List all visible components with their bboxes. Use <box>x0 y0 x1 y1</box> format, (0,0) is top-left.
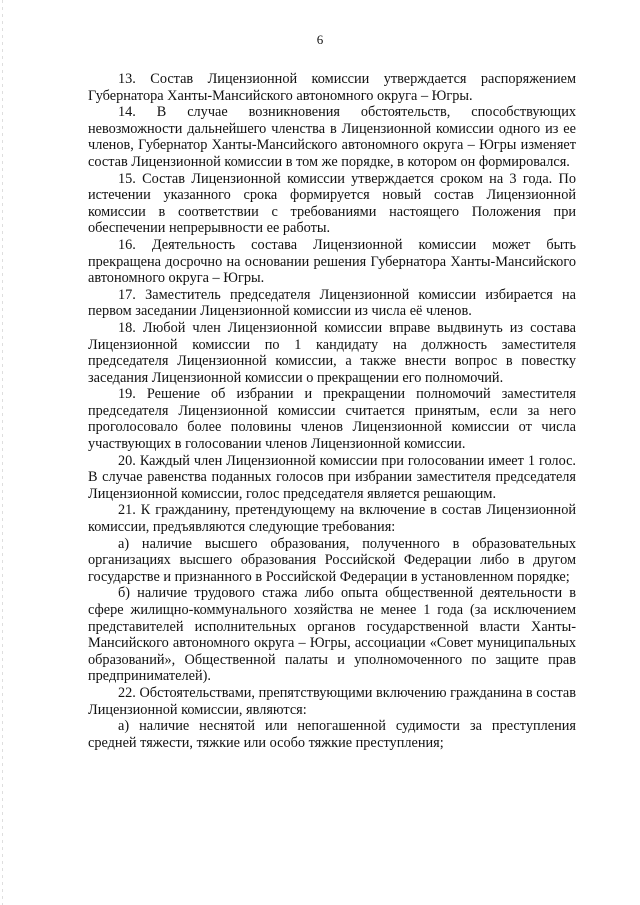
paragraph-21-b: б) наличие трудового стажа либо опыта общественной деятельности в сфере жилищно-коммунального хозяйства не менее 1 года (за исключением представителей исполнительных органов государственной власти Ханты-Мансийского автономного округа – Югры, ассоциации «Совет муниципальных образований», Общественной палаты и уполномоченного по защите прав предпринимателей). <box>88 585 576 685</box>
paragraph-19: 19. Решение об избрании и прекращении полномочий заместителя председателя Лицензионной комиссии считается принятым, если за него проголосовало более половины членов Лицензионной комиссии от числа участвующих в голосовании членов Лицензионной комиссии. <box>88 386 576 453</box>
paragraph-15: 15. Состав Лицензионной комиссии утверждается сроком на 3 года. По истечении указанного срока формируется новый состав Лицензионной комиссии в соответствии с требованиями настоящего Положения при обеспечении непрерывности ее работы. <box>88 170 576 237</box>
paragraph-22-a: а) наличие неснятой или непогашенной судимости за преступления средней тяжести, тяжкие или особо тяжкие преступления; <box>88 718 576 751</box>
paragraph-20: 20. Каждый член Лицензионной комиссии при голосовании имеет 1 голос. В случае равенства поданных голосов при избрании заместителя председателя Лицензионной комиссии, голос председателя является решающим. <box>88 452 576 502</box>
paragraph-18: 18. Любой член Лицензионной комиссии вправе выдвинуть из состава Лицензионной комиссии по 1 кандидату на должность заместителя председателя Лицензионной комиссии, а также внести вопрос в повестку заседания Лицензионной комиссии о прекращении его полномочий. <box>88 319 576 386</box>
paragraph-21: 21. К гражданину, претендующему на включение в состав Лицензионной комиссии, предъявляются следующие требования: <box>88 502 576 536</box>
paragraph-14: 14. В случае возникновения обстоятельств, способствующих невозможности дальнейшего членства в Лицензионной комиссии одного из ее членов, Губернатор Ханты-Мансийского автономного округа – Югры изменяет состав Лицензионной комиссии в том же порядке, в котором он формировался. <box>88 104 576 170</box>
paragraph-16: 16. Деятельность состава Лицензионной комиссии может быть прекращена досрочно на основании решения Губернатора Ханты-Мансийского автономного округа – Югры. <box>88 236 576 287</box>
paragraph-21-a: а) наличие высшего образования, полученного в образовательных организациях высшего образования Российской Федерации либо в другом государстве и признанного в Российской Федерации в установленном порядке; <box>88 535 576 585</box>
paragraph-17: 17. Заместитель председателя Лицензионной комиссии избирается на первом заседании Лицензионной комиссии из числа её членов. <box>88 286 576 320</box>
page-number: 6 <box>316 32 324 47</box>
document-body <box>88 71 576 751</box>
paragraph-13: 13. Состав Лицензионной комиссии утверждается распоряжением Губернатора Ханты-Мансийского автономного округа – Югры. <box>88 71 576 104</box>
scan-edge-line <box>2 0 3 905</box>
paragraph-22: 22. Обстоятельствами, препятствующими включению гражданина в состав Лицензионной комиссии, являются: <box>88 684 576 718</box>
